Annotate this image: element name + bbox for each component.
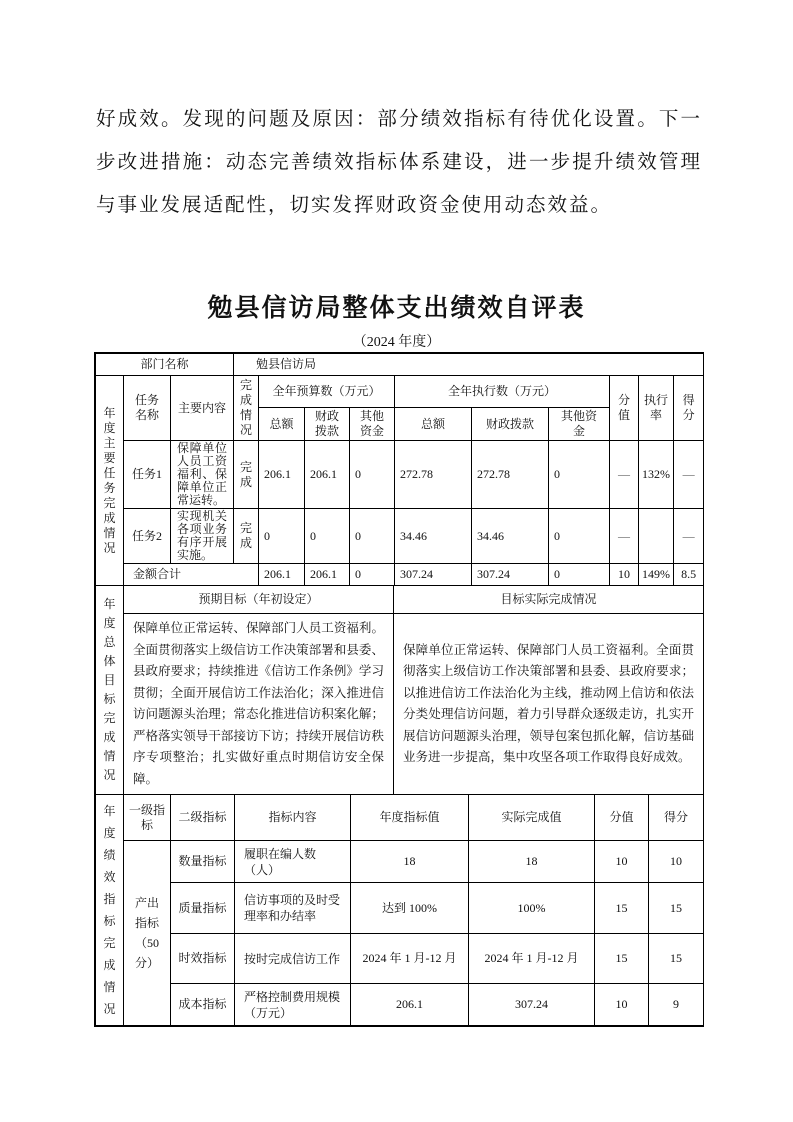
actual-completed-value: 18	[469, 841, 595, 883]
col-header-indicator-content: 指标内容	[235, 795, 351, 841]
budget-fiscal: 206.1	[305, 441, 350, 509]
level2-indicator: 成本指标	[171, 984, 235, 1026]
total-exec-total: 307.24	[395, 564, 472, 586]
expected-goal-header: 预期目标（年初设定）	[124, 586, 394, 614]
budget-total: 0	[259, 509, 305, 564]
task-content: 保障单位人员工资福利、保障单位正常运转。	[171, 441, 234, 509]
score-value: —	[674, 441, 704, 509]
total-exec-rate: 149%	[639, 564, 674, 586]
exec-other: 0	[549, 441, 610, 509]
self-evaluation-table	[94, 352, 704, 1027]
total-budget-fiscal: 206.1	[305, 564, 350, 586]
col-header-weight: 分值	[595, 795, 649, 841]
indicator-row	[96, 841, 704, 883]
indicator-row	[96, 934, 704, 984]
task-row	[96, 441, 704, 509]
col-header-annual-target: 年度指标值	[351, 795, 469, 841]
total-budget-other: 0	[350, 564, 395, 586]
level2-indicator: 时效指标	[171, 934, 235, 984]
col-header-exec-other: 其他资金	[549, 408, 610, 441]
col-header-completion: 完成情况	[234, 376, 259, 441]
indicator-content: 严格控制费用规模（万元）	[235, 984, 351, 1026]
exec-fiscal: 272.78	[472, 441, 549, 509]
exec-other: 0	[549, 509, 610, 564]
indicator-content: 信访事项的及时受理率和办结率	[235, 883, 351, 934]
col-header-exec-group: 全年执行数（万元）	[395, 376, 610, 408]
weight-value: —	[610, 441, 639, 509]
annual-target-value: 2024 年 1 月-12 月	[351, 934, 469, 984]
budget-other: 0	[350, 441, 395, 509]
col-header-score: 得分	[649, 795, 704, 841]
page-title: 勉县信访局整体支出绩效自评表	[207, 294, 586, 322]
task-name: 任务1	[124, 441, 171, 509]
level2-indicator: 质量指标	[171, 883, 235, 934]
total-budget-total: 206.1	[259, 564, 305, 586]
budget-fiscal: 0	[305, 509, 350, 564]
weight-value: 15	[595, 883, 649, 934]
dept-name-value: 勉县信访局	[234, 354, 704, 376]
total-exec-other: 0	[549, 564, 610, 586]
annual-target-value: 18	[351, 841, 469, 883]
col-header-actual-value: 实际完成值	[469, 795, 595, 841]
annual-goals-table	[95, 585, 704, 795]
exec-total: 34.46	[395, 509, 472, 564]
task-row	[96, 509, 704, 564]
col-header-exec-total: 总额	[395, 408, 472, 441]
budget-total: 206.1	[259, 441, 305, 509]
weight-value: —	[610, 509, 639, 564]
exec-total: 272.78	[395, 441, 472, 509]
actual-goal-text: 保障单位正常运转、保障部门人员工资福利。全面贯彻落实上级信访工作决策部署和县委、县政府要求；以推进信访工作法治化为主线，推动网上信访和依法分类处理信访问题，着力引导群众逐级走访，扎实开展信访问题源头治理，领导包案包抓化解，信访基础业务进一步提高，集中攻坚各项工作取得良好成效。	[394, 614, 704, 795]
col-header-exec-rate: 执行率	[639, 376, 674, 441]
level2-indicator: 数量指标	[171, 841, 235, 883]
side-label-annual-tasks: 年度主要任务完成情况	[96, 376, 124, 586]
col-header-exec-fiscal: 财政拨款	[472, 408, 549, 441]
total-weight: 10	[610, 564, 639, 586]
annual-target-value: 206.1	[351, 984, 469, 1026]
col-header-level2: 二级指标	[171, 795, 235, 841]
task-content: 实现机关各项业务有序开展实施。	[171, 509, 234, 564]
weight-value: 10	[595, 984, 649, 1026]
actual-completed-value: 100%	[469, 883, 595, 934]
score-value: 15	[649, 883, 704, 934]
side-label-annual-goals: 年度总体目标完成情况	[96, 586, 124, 795]
indicator-content: 按时完成信访工作	[235, 934, 351, 984]
total-score: 8.5	[674, 564, 704, 586]
indicator-row	[96, 883, 704, 934]
level1-indicator-label: 产出指标（50分）	[124, 841, 171, 1026]
col-header-budget-group: 全年预算数（万元）	[259, 376, 395, 408]
dept-name-label: 部门名称	[96, 354, 234, 376]
budget-other: 0	[350, 509, 395, 564]
score-value: —	[674, 509, 704, 564]
total-exec-fiscal: 307.24	[472, 564, 549, 586]
task-completion: 完成	[234, 441, 259, 509]
indicator-content: 履职在编人数（人）	[235, 841, 351, 883]
page-subtitle: （2024 年度）	[352, 335, 441, 350]
score-value: 10	[649, 841, 704, 883]
task-name: 任务2	[124, 509, 171, 564]
col-header-level1: 一级指标	[124, 795, 171, 841]
exec-rate-value	[639, 509, 674, 564]
expected-goal-text: 保障单位正常运转、保障部门人员工资福利。全面贯彻落实上级信访工作决策部署和县委、县政府要求；持续推进《信访工作条例》学习贯彻；全面开展信访工作法治化；深入推进信访问题源头治理；常态化推进信访积案化解；严格落实领导干部接访下访；持续开展信访秩序专项整治；扎实做好重点时期信访安全保障。	[124, 614, 394, 795]
exec-fiscal: 34.46	[472, 509, 549, 564]
actual-completed-value: 2024 年 1 月-12 月	[469, 934, 595, 984]
annual-tasks-table	[95, 353, 704, 586]
total-row-label: 金额合计	[124, 564, 259, 586]
weight-value: 15	[595, 934, 649, 984]
col-header-weight: 分值	[610, 376, 639, 441]
weight-value: 10	[595, 841, 649, 883]
col-header-task-name: 任务名称	[124, 376, 171, 441]
score-value: 9	[649, 984, 704, 1026]
side-label-indicators: 年度绩效指标完成情况	[96, 795, 124, 1026]
annual-target-value: 达到 100%	[351, 883, 469, 934]
indicator-row	[96, 984, 704, 1026]
actual-completed-value: 307.24	[469, 984, 595, 1026]
col-header-budget-other: 其他资金	[350, 408, 395, 441]
total-row	[96, 564, 704, 586]
col-header-budget-fiscal: 财政拨款	[305, 408, 350, 441]
task-completion: 完成	[234, 509, 259, 564]
col-header-score: 得分	[674, 376, 704, 441]
col-header-main-content: 主要内容	[171, 376, 234, 441]
performance-indicators-table	[95, 794, 704, 1026]
score-value: 15	[649, 934, 704, 984]
intro-paragraph: 好成效。发现的问题及原因：部分绩效指标有待优化设置。下一步改进措施：动态完善绩效指标体系建设，进一步提升绩效管理与事业发展适配性，切实发挥财政资金使用动态效益。	[96, 109, 702, 216]
actual-goal-header: 目标实际完成情况	[394, 586, 704, 614]
exec-rate-value: 132%	[639, 441, 674, 509]
col-header-budget-total: 总额	[259, 408, 305, 441]
